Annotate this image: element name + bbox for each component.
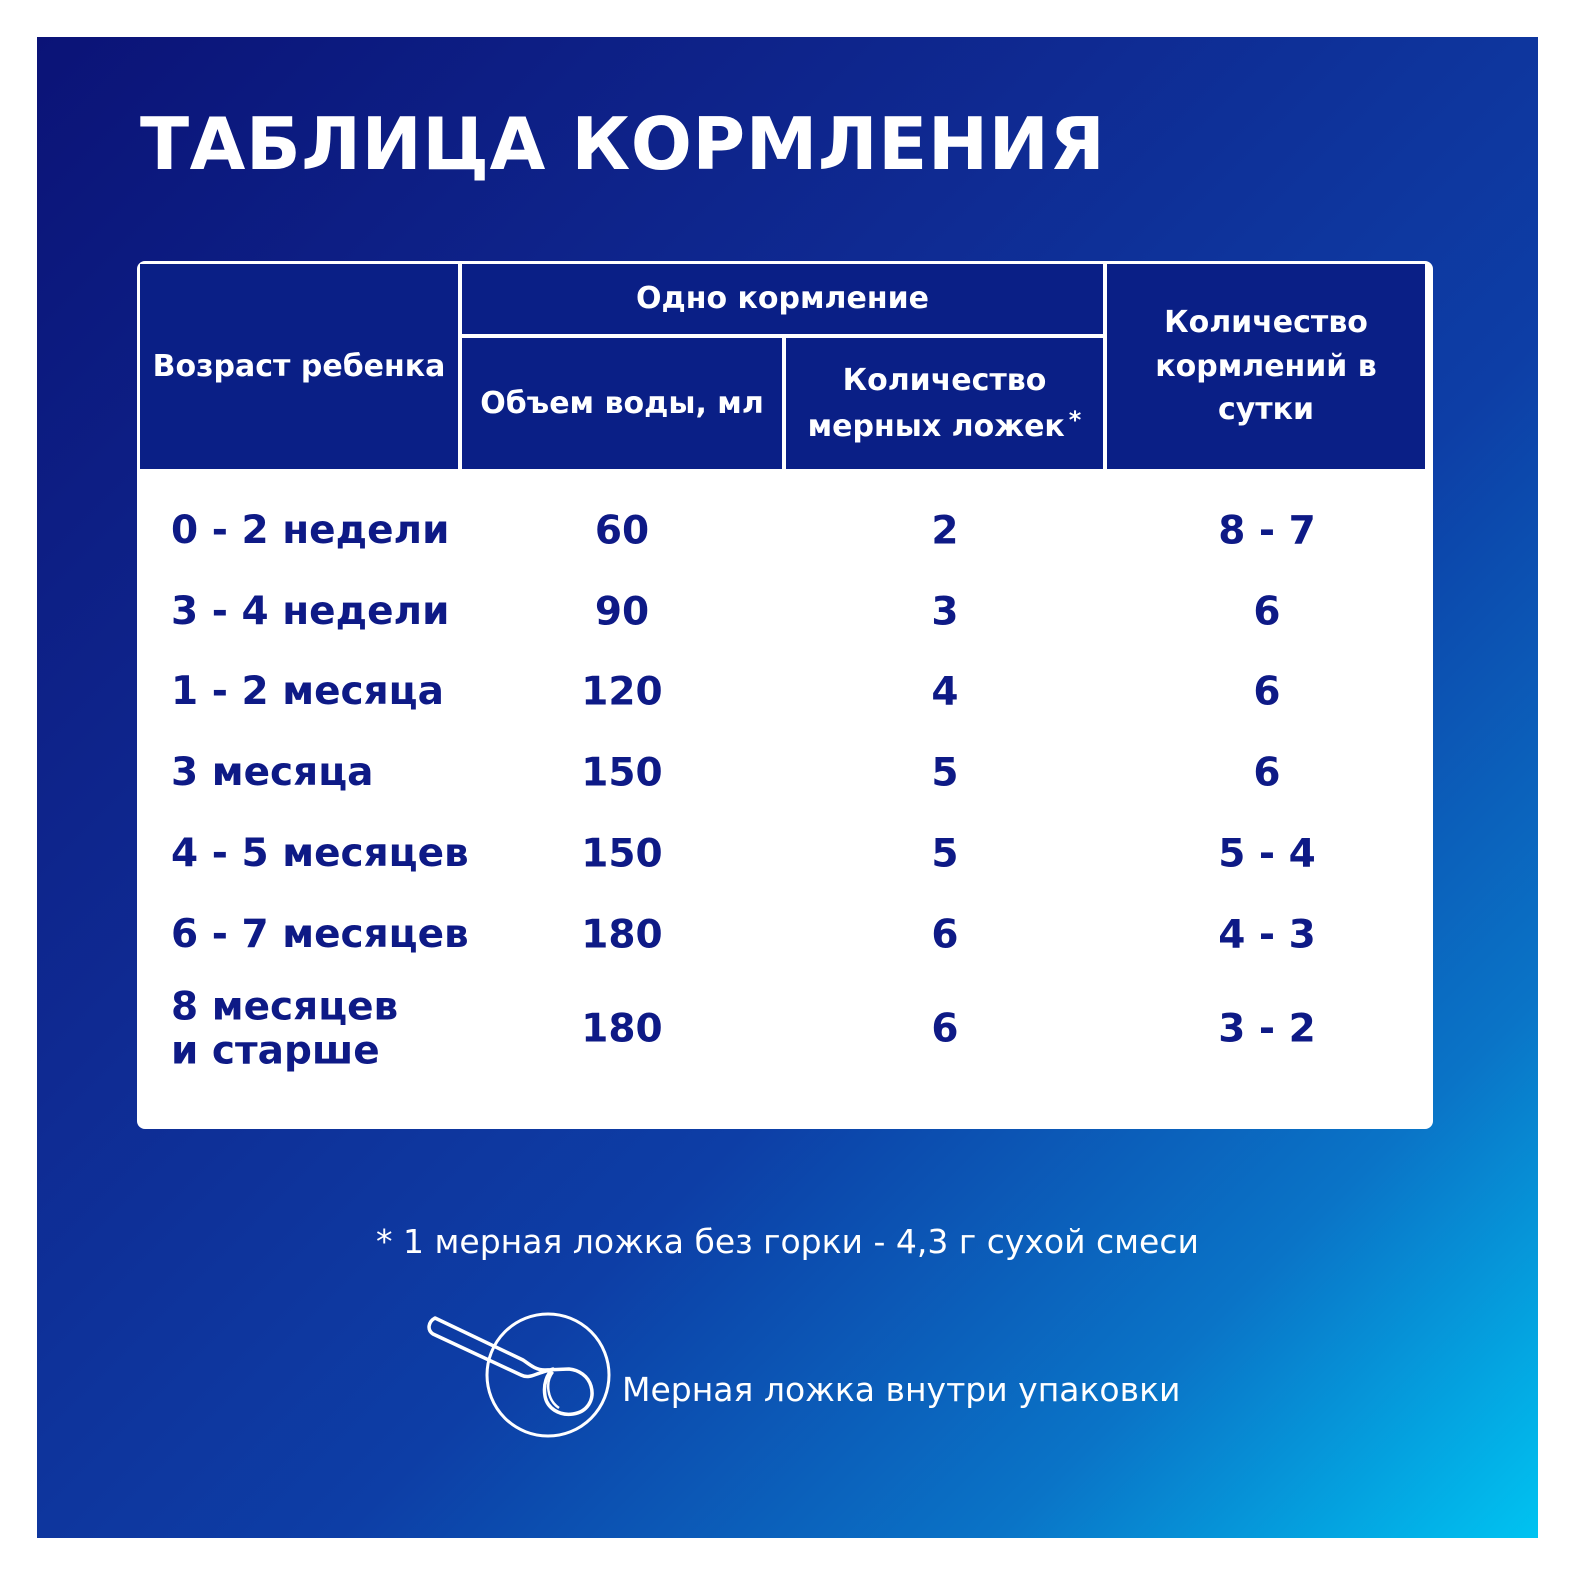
spoons-cell: 6 xyxy=(931,1006,959,1052)
age-cell: 1 - 2 месяца xyxy=(171,669,444,715)
feeding-table-card xyxy=(37,37,1538,1538)
table-row xyxy=(137,572,1433,652)
page-title: ТАБЛИЦА КОРМЛЕНИЯ xyxy=(140,102,1106,186)
feedings-cell: 5 - 4 xyxy=(1218,831,1316,877)
header-spoon-count-line2: мерных ложек xyxy=(807,408,1065,444)
water-cell: 150 xyxy=(581,831,663,877)
water-cell: 150 xyxy=(581,750,663,796)
water-cell: 180 xyxy=(581,912,663,958)
table-row xyxy=(137,895,1433,975)
age-cell: 8 месяцев и старше xyxy=(171,984,399,1073)
table-row xyxy=(137,733,1433,813)
table-row xyxy=(137,979,1433,1079)
spoon-caption: Мерная ложка внутри упаковки xyxy=(622,1370,1181,1409)
feedings-cell: 4 - 3 xyxy=(1218,912,1316,958)
feedings-cell: 6 xyxy=(1253,669,1281,715)
header-water-volume-label: Объем воды, мл xyxy=(480,385,764,421)
header-age-label: Возраст ребенка xyxy=(152,348,446,384)
footnote-mark: * xyxy=(1068,405,1082,434)
header-water-volume xyxy=(462,338,782,469)
header-age xyxy=(140,264,458,469)
water-cell: 90 xyxy=(594,589,650,635)
feedings-cell: 3 - 2 xyxy=(1218,1006,1316,1052)
table-row xyxy=(137,491,1433,571)
water-cell: 60 xyxy=(594,508,650,554)
header-one-feeding xyxy=(462,264,1103,334)
age-cell: 4 - 5 месяцев xyxy=(171,831,469,877)
header-feedings-line1: Количество xyxy=(1164,305,1368,341)
feedings-cell: 8 - 7 xyxy=(1218,508,1316,554)
spoons-cell: 2 xyxy=(931,508,959,554)
feeding-table xyxy=(137,261,1433,1129)
age-cell: 6 - 7 месяцев xyxy=(171,912,469,958)
water-cell: 180 xyxy=(581,1006,663,1052)
header-feedings-line2: кормлений в сутки xyxy=(1155,348,1377,428)
age-cell: 3 - 4 недели xyxy=(171,589,450,635)
footnote: * 1 мерная ложка без горки - 4,3 г сухой смеси xyxy=(376,1222,1199,1261)
spoons-cell: 5 xyxy=(931,750,959,796)
header-one-feeding-label: Одно кормление xyxy=(636,281,929,317)
header-feedings-per-day xyxy=(1107,264,1425,469)
age-cell: 0 - 2 недели xyxy=(171,508,450,554)
header-spoon-count-line1: Количество xyxy=(842,363,1047,398)
age-cell: 3 месяца xyxy=(171,750,374,796)
spoons-cell: 5 xyxy=(931,831,959,877)
feedings-cell: 6 xyxy=(1253,589,1281,635)
header-spoon-count xyxy=(786,338,1103,469)
feedings-cell: 6 xyxy=(1253,750,1281,796)
table-row xyxy=(137,652,1433,732)
measuring-spoon-icon xyxy=(425,1312,611,1438)
water-cell: 120 xyxy=(581,669,663,715)
spoons-cell: 4 xyxy=(931,669,959,715)
table-row xyxy=(137,814,1433,894)
spoons-cell: 6 xyxy=(931,912,959,958)
spoons-cell: 3 xyxy=(931,589,959,635)
